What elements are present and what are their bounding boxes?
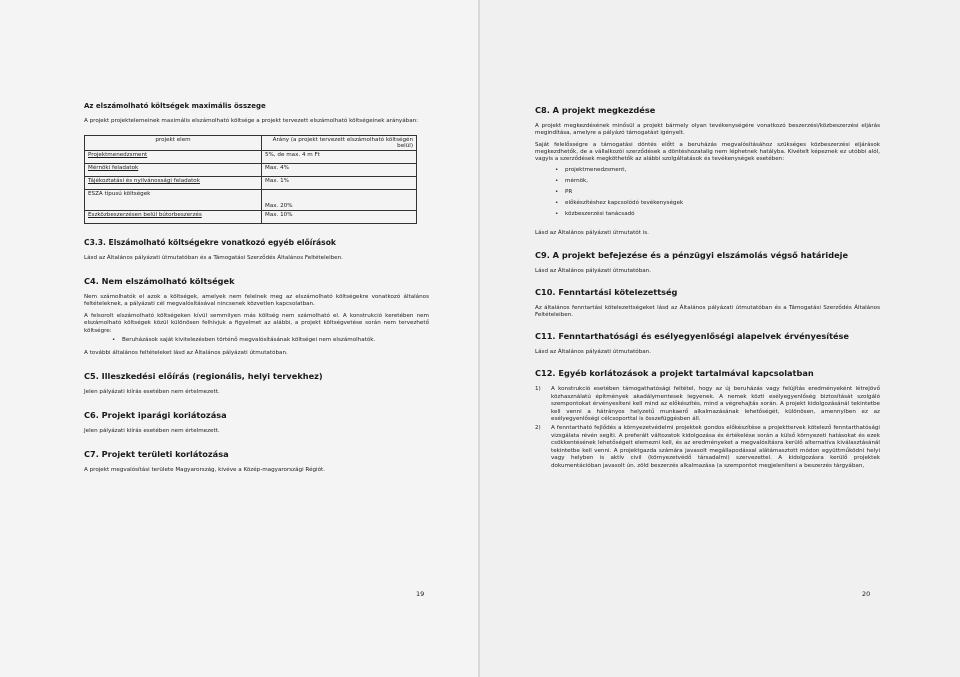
c4-title: C4. Nem elszámolható költségek: [84, 276, 235, 287]
left-content: [84, 102, 429, 479]
list-item: • Beruházások saját kivitelezésben történő megvalósításának költségei nem elszámolhatók.: [122, 337, 429, 344]
table-row: [85, 177, 417, 190]
table-cell-ratio: Max. 20%: [262, 190, 417, 211]
right-content: [535, 105, 880, 471]
table-header-ratio: Arány (a projekt tervezett elszámolható költségén belül): [262, 136, 417, 151]
max-cost-intro: A projekt projektelemeinek maximális elszámolható költsége a projekt tervezett elszámolható költségeinek arányában:: [84, 118, 419, 124]
c5-title: C5. Illeszkedési előírás (regionális, helyi tervekhez): [84, 370, 323, 381]
c8-paragraph-1: A projekt megkezdésének minősül a projekt bármely olyan tevékenységére vonatkozó beszerzési/közbeszerzési eljárás megindítása, amelyre a pályázó támogatást igényelt.: [535, 123, 880, 137]
table-cell-item: Mérnöki feladatok: [85, 164, 262, 177]
c8-bullet-list: [535, 165, 880, 220]
c10-text: Az általános fenntartási kötelezettségeket lásd az Általános pályázati útmutatóban és a Támogatási Szerződés Általános Feltételeiben.: [535, 304, 880, 318]
list-item: • közbeszerzési tanácsadó: [565, 209, 880, 220]
c33-text: Lásd az Általános pályázati útmutatóban és a Támogatási Szerződés Általános Feltételeiben.: [84, 255, 343, 262]
table-cell-item: Eszközbeszerzésen belül bútorbeszerzés: [85, 211, 262, 224]
c11-title: C11. Fenntarthatósági és esélyegyenlőségi alapelvek érvényesítése: [535, 330, 849, 341]
c33-title: C3.3. Elszámolható költségekre vonatkozó egyéb előírások: [84, 238, 336, 248]
table-row: [85, 211, 417, 224]
c8-title: C8. A projekt megkezdése: [535, 105, 656, 115]
page-number-right: 20: [862, 590, 871, 598]
list-item: • mérnök,: [565, 176, 880, 187]
c11-text: Lásd az Általános pályázati útmutatóban.: [535, 348, 652, 355]
c6-title: C6. Projekt iparági koriátozása: [84, 409, 227, 420]
c7-text: A projekt megvalósítási területe Magyarország, kivéve a Közép-magyarországi Régiót.: [84, 467, 326, 474]
table-cell-ratio: 5%, de max. 4 m Ft: [262, 151, 417, 164]
table-cell-ratio: Max. 1%: [262, 177, 417, 190]
c4-paragraph-2: A felsorolt elszámolható költségeken kívül semmilyen más költség nem számolható el. A konstrukció keretében nem elszámolható költségek közül különösen felhívjuk a figyelmet az alábbi, a projekt költségvetése során nem tervezhető költségre:: [84, 313, 429, 334]
list-item: 1) A konstrukció esetében támogathatósági feltétel, hogy az új beruházás vagy felújítás eredményeként létrejövő közhasználatú építmények akadálymentesek legyenek. A nemek közti esélyegyenlőség biztosítását szolgáló szempontokat érvényesíteni kell mind az előkészítés, mind a végrehajtás során. A projekt kidolgozásánál tekintetbe kell venni a hátrányos helyzetű munkaerő alkalmazásának lehetőségét, különösen, amennyiben ez az esélyegyenlőségi célcsoporttal is összefüggésben áll.: [535, 385, 880, 423]
table-row: [85, 151, 417, 164]
c7-title: C7. Projekt területi korlátozása: [84, 449, 229, 460]
c10-title: C10. Fenntartási kötelezettség: [535, 286, 678, 297]
table-cell-ratio: Max. 10%: [262, 211, 417, 224]
c9-title: C9. A projekt befejezése és a pénzügyi elszámolás végső határideje: [535, 249, 849, 260]
table-cell-item: Tájékoztatási és nyilvánossági feladatok: [85, 177, 262, 190]
table-cell-item: Projektmenedzsment: [85, 151, 262, 164]
c4-paragraph-3: A további általános feltételeket lásd az Általános pályázati útmutatóban.: [84, 349, 288, 356]
list-item: • PR: [565, 187, 880, 198]
table-row: [85, 164, 417, 177]
table-cell-item: ESZA típusú költségek: [85, 190, 262, 211]
max-cost-heading: Az elszámolható költségek maximális összege: [84, 102, 266, 110]
table-header-item: projekt elem: [85, 136, 262, 151]
list-item: • projektmenedzsment,: [565, 165, 880, 176]
right-page: [480, 0, 960, 677]
c8-paragraph-3: Lásd az Általános pályázati útmutatót is.: [535, 230, 649, 237]
c4-paragraph-1: Nem számolhatók el azok a költségek, amelyek nem felelnek meg az elszámolható költségekre vonatkozó általános feltételeknek, a pályázati cél megvalósításával nincsenek közvetlen kapcsolatban.: [84, 294, 429, 308]
c9-text: Lásd az Általános pályázati útmutatóban.: [535, 267, 652, 274]
c12-numbered-list: [535, 386, 880, 471]
page-number-left: 19: [416, 590, 425, 598]
list-item: 2) A fenntartható fejlődés a környezetvédelmi projektek gondos előkészítése a projekttervek kötelező fenntarthatósági vizsgálata révén segíti. A preferált változatok kidolgozása és értékelése során a külső környezeti hatásokat és ezek csökkentésének lehetőségeit elemezni kell, és az eredményeket a megvalósításra kerülő alternatíva kiválasztásánál tekintetbe kell venni. A projektgazda számára javasolt megállapodással alátámasztott módon együttműködni helyi vagy helyben is aktív civil (környezetvédő társadalmi) szervezettel. A kidolgozásra kerülő projektek dokumentációban javasolt ún. zöld beszerzés alkalmazása (a szempontot megjeleníteni a beszerzés tárgyában,: [535, 424, 880, 469]
c12-title: C12. Egyéb korlátozások a projekt tartalmával kapcsolatban: [535, 367, 814, 378]
left-page: [0, 0, 478, 677]
c5-text: Jelen pályázati kiírás esetében nem értelmezett.: [84, 388, 220, 395]
c6-text: Jelen pályázati kiírás esetében nem értelmezett.: [84, 427, 220, 434]
cost-ratio-table: [84, 135, 417, 224]
table-cell-ratio: Max. 4%: [262, 164, 417, 177]
c8-paragraph-2: Saját felelősségre a támogatási döntés előtt a beruházás megvalósításához szükséges közbeszerzési eljárások megkezdhetők, de a vállalkozói szerződések a döntéshozatalig nem léphetnek hatályba. Kivételt képeznek ez utóbbi alól, vagyis a szerződések megköthetők az alábbi szolgáltatások és tevékenységek esetében:: [535, 142, 880, 163]
table-row: [85, 190, 417, 211]
c4-bullet-list: [84, 337, 429, 344]
list-item: • előkészítéshez kapcsolódó tevékenységek: [565, 198, 880, 209]
